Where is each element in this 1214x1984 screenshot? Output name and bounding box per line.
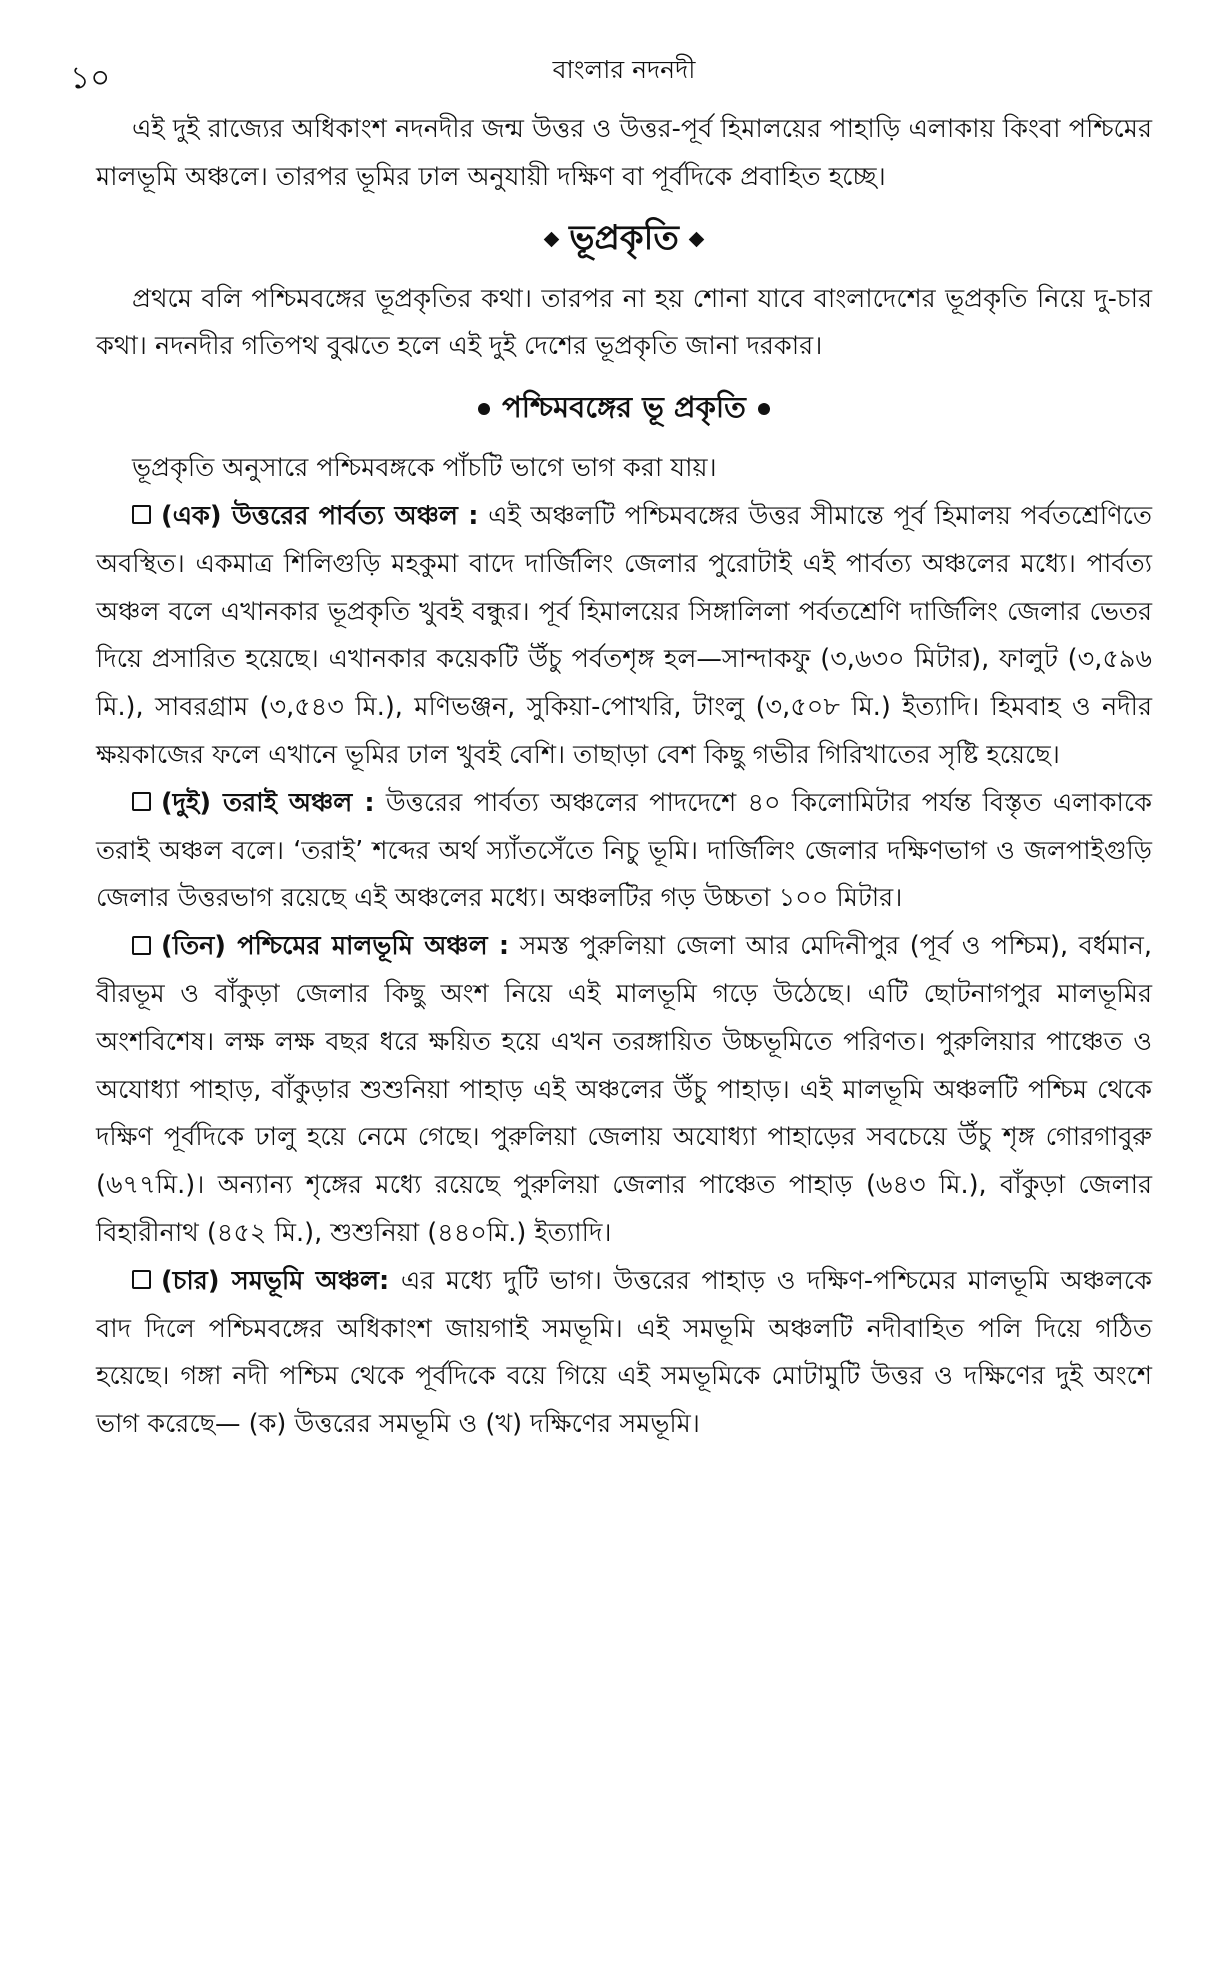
section-heading-text: ভূপ্রকৃতি	[569, 217, 679, 258]
dot-bullet-icon	[478, 403, 490, 415]
page-number: ১০	[70, 60, 111, 96]
section-heading-text: পশ্চিমবঙ্গের ভূ প্রকৃতি	[502, 390, 746, 425]
region-paragraph-2	[96, 780, 1152, 923]
checkbox-icon	[132, 505, 151, 524]
region-text: এই অঞ্চলটি পশ্চিমবঙ্গের উত্তর সীমান্তে পূর্ব হিমালয় পর্বতশ্রেণিতে অবস্থিত। একমাত্র শিলিগুড়ি মহকুমা বাদে দার্জিলিং জেলার পুরোটাই এই পার্বত্য অঞ্চলের মধ্যে। পার্বত্য অঞ্চল বলে এখানকার ভূপ্রকৃতি খুবই বন্ধুর। পূর্ব হিমালয়ের সিঙ্গালিলা পর্বতশ্রেণি দার্জিলিং জেলার ভেতর দিয়ে প্রসারিত হয়েছে। এখানকার কয়েকটি উঁচু পর্বতশৃঙ্গ হল—সান্দাকফু (৩,৬৩০ মিটার), ফালুট (৩,৫৯৬ মি.), সাবরগ্রাম (৩,৫৪৩ মি.), মণিভঞ্জন, সুকিয়া-পোখরি, টাংলু (৩,৫০৮ মি.) ইত্যাদি। হিমবাহ ও নদীর ক্ষয়কাজের ফলে এখানে ভূমির ঢাল খুবই বেশি। তাছাড়া বেশ কিছু গভীর গিরিখাতের সৃষ্টি হয়েছে।	[96, 500, 1152, 770]
dot-bullet-icon	[758, 403, 770, 415]
checkbox-icon	[132, 936, 151, 955]
section-heading-bhuprakriti	[96, 208, 1152, 268]
region-title: (এক) উত্তরের পার্বত্য অঞ্চল :	[161, 500, 479, 531]
running-header	[70, 46, 1152, 106]
region-title: (চার) সমভূমি অঞ্চল:	[161, 1265, 390, 1296]
checkbox-icon	[132, 1270, 151, 1289]
lead-paragraph: ভূপ্রকৃতি অনুসারে পশ্চিমবঙ্গকে পাঁচটি ভাগে ভাগ করা যায়।	[132, 453, 717, 484]
region-title: (দুই) তরাই অঞ্চল :	[161, 787, 375, 818]
intro-paragraph: এই দুই রাজ্যের অধিকাংশ নদনদীর জন্ম উত্তর ও উত্তর-পূর্ব হিমালয়ের পাহাড়ি এলাকায় কিংবা পশ্চিমের মালভূমি অঞ্চলে। তারপর ভূমির ঢাল অনুযায়ী দক্ষিণ বা পূর্বদিকে প্রবাহিত হচ্ছে।	[96, 114, 1152, 192]
running-title: বাংলার নদনদী	[552, 55, 696, 84]
region-text: উত্তরের পার্বত্য অঞ্চলের পাদদেশে ৪০ কিলোমিটার পর্যন্ত বিস্তৃত এলাকাকে তরাই অঞ্চল বলে। ‘তরাই’ শব্দের অর্থ স্যাঁতসেঁতে নিচু ভূমি। দার্জিলিং জেলার দক্ষিণভাগ ও জলপাইগুড়ি জেলার উত্তরভাগ রয়েছে এই অঞ্চলের মধ্যে। অঞ্চলটির গড় উচ্চতা ১০০ মিটার।	[96, 787, 1152, 914]
region-title: (তিন) পশ্চিমের মালভূমি অঞ্চল :	[161, 931, 510, 962]
diamond-bullet-icon	[544, 231, 560, 247]
region-text: সমস্ত পুরুলিয়া জেলা আর মেদিনীপুর (পূর্ব ও পশ্চিম), বর্ধমান, বীরভূম ও বাঁকুড়া জেলার কিছু অংশ নিয়ে এই মালভূমি গড়ে উঠেছে। এটি ছোটনাগপুর মালভূমির অংশবিশেষ। লক্ষ লক্ষ বছর ধরে ক্ষয়িত হয়ে এখন তরঙ্গায়িত উচ্চভূমিতে পরিণত। পুরুলিয়ার পাঞ্চেত ও অযোধ্যা পাহাড়, বাঁকুড়ার শুশুনিয়া পাহাড় এই অঞ্চলের উঁচু পাহাড়। এই মালভূমি অঞ্চলটি পশ্চিম থেকে দক্ষিণ পূর্বদিকে ঢালু হয়ে নেমে গেছে। পুরুলিয়া জেলায় অযোধ্যা পাহাড়ের সবচেয়ে উঁচু শৃঙ্গ গোরগাবুরু (৬৭৭মি.)। অন্যান্য শৃঙ্গের মধ্যে রয়েছে পুরুলিয়া জেলার পাঞ্চেত পাহাড় (৬৪৩ মি.), বাঁকুড়া জেলার বিহারীনাথ (৪৫২ মি.), শুশুনিয়া (৪৪০মি.) ইত্যাদি।	[96, 931, 1152, 1248]
region-paragraph-1	[96, 493, 1152, 780]
checkbox-icon	[132, 792, 151, 811]
diamond-bullet-icon	[689, 231, 705, 247]
region-paragraph-3	[96, 923, 1152, 1258]
region-paragraph-4	[96, 1258, 1152, 1449]
section-paragraph: প্রথমে বলি পশ্চিমবঙ্গের ভূপ্রকৃতির কথা। তারপর না হয় শোনা যাবে বাংলাদেশের ভূপ্রকৃতি নিয়ে দু-চার কথা। নদনদীর গতিপথ বুঝতে হলে এই দুই দেশের ভূপ্রকৃতি জানা দরকার।	[96, 283, 1152, 362]
region-text: এর মধ্যে দুটি ভাগ। উত্তরের পাহাড় ও দক্ষিণ-পশ্চিমের মালভূমি অঞ্চলকে বাদ দিলে পশ্চিমবঙ্গের অধিকাংশ জায়গাই সমভূমি। এই সমভূমি অঞ্চলটি নদীবাহিত পলি দিয়ে গঠিত হয়েছে। গঙ্গা নদী পশ্চিম থেকে পূর্বদিকে বয়ে গিয়ে এই সমভূমিকে মোটামুটি উত্তর ও দক্ষিণের দুই অংশে ভাগ করেছে— (ক) উত্তরের সমভূমি ও (খ) দক্ষিণের সমভূমি।	[96, 1265, 1152, 1440]
section-heading-west-bengal	[96, 377, 1152, 437]
